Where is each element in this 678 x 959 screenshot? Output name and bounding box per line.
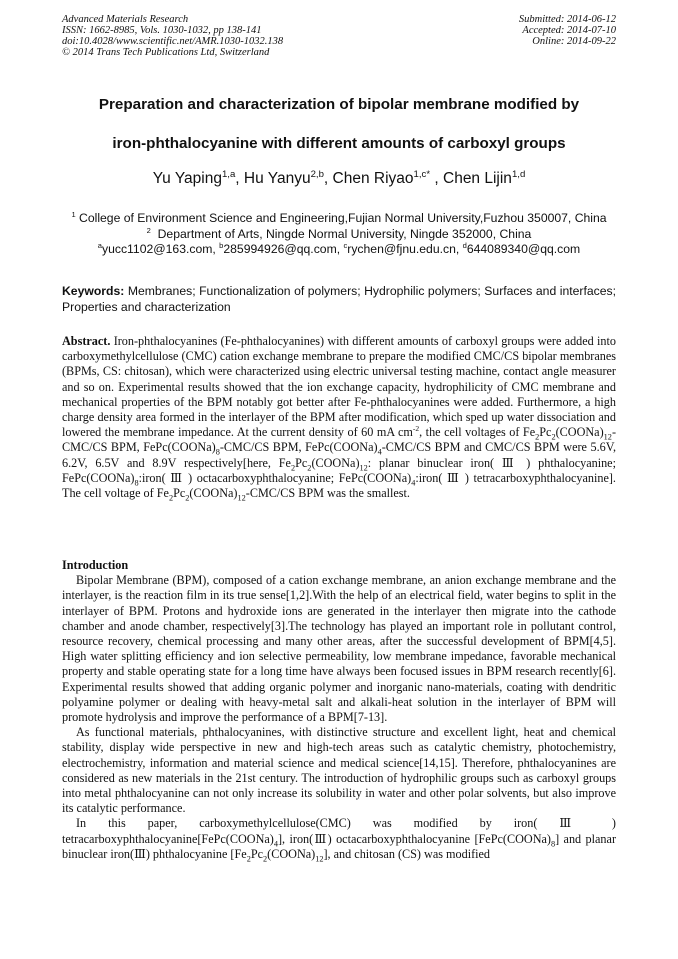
author-affil-mark: 2,b	[310, 168, 324, 180]
keywords-text: Membranes; Functionalization of polymers; Hydrophilic polymers; Surfaces and interfaces; Properties and characterization	[62, 284, 616, 314]
section-heading: Introduction	[62, 558, 129, 572]
abstract-label: Abstract.	[62, 334, 111, 348]
author-name: Hu Yanyu	[243, 170, 311, 187]
affiliation-1: $^1$ College of Environment Science and Engineering,Fujian Normal University,Fuzhou 350007, China	[71, 209, 607, 225]
author-name: Yu Yaping	[152, 170, 222, 187]
issn: ISSN: 1662-8985, Vols. 1030-1032, pp 138-141	[62, 25, 262, 36]
publication-dates	[519, 14, 616, 47]
author-affil-mark: 1,a	[221, 168, 236, 180]
author-emails: $^a$yucc1102@163.com, $^b$285994926@qq.com, $^c$rychen@fjnu.edu.cn, $^d$644089340@qq.com	[97, 240, 581, 256]
online-date: Online: 2014-09-22	[532, 36, 616, 47]
email-link[interactable]: 644089340@qq.com	[466, 242, 581, 256]
paragraph: As functional materials, phthalocyanines, with distinctive structure and excellent light, heat and chemical stability, display wide perspective in new and high-tech areas such as catalytic chemistry, photochemistry, electrochemistry, information and material science and medical science[14,15]. Therefore, phthalocyanines are considered as new materials in the 21st century. The introduction of hydrophilic groups such as carboxyl groups into metal phthalocyanine can not only increase its solubility in water and other polar solvents, but also improve its catalytic performance.	[62, 725, 616, 816]
author-name: Chen Lijin	[443, 170, 512, 187]
keywords	[62, 283, 616, 315]
affiliations	[62, 211, 616, 258]
doi: doi:10.4028/www.scientific.net/AMR.1030-1032.138	[62, 36, 284, 47]
copyright: © 2014 Trans Tech Publications Ltd, Switzerland	[62, 47, 270, 58]
title-line-1: Preparation and characterization of bipolar membrane modified by	[98, 96, 580, 113]
keywords-label: Keywords:	[62, 284, 125, 298]
abstract: Abstract. Iron-phthalocyanines (Fe-phthalocyanines) with different amounts of carboxyl groups were added into carboxymethylcellulose (CMC) cation exchange membrane to prepare the modified CMC/CS bipolar membranes (BPMs, CS: chitosan), which were characterized using electric universal testing machine, contact angle measurer and so on. Experimental results showed that the ion exchange capacity, hydrophilicity of CMC membrane and mechanical properties of the BPM notably got better after Fe-phthalocyanines were added. Furthermore, a high charge density area formed in the interlayer of the BPM after modification, which sped up water dissociation and lowered the membrane impedance. At the current density of 60 mA $cm^{-2}$, the cell voltages of $Fe_2Pc_2(COONa)_{12}-CMC/CS$ BPM, $FePc(COONa)_8-CMC/CS$ BPM, $FePc(COONa)_4-CMC/CS$ BPM and CMC/CS BPM were 5.6V, 6.2V, 6.5V and 8.9V respectively[here, $Fe_2Pc_2(COONa)_{12}$: planar binuclear iron( Ⅲ ) phthalocyanine; $FePc(COONa)_8:iron$( Ⅲ ) octacarboxyphthalocyanine; $FePc(COONa)_4:iron$( Ⅲ ) tetracarboxyphthalocyanine]. The cell voltage of $Fe_2Pc_2(COONa)_{12}-CMC/CS$ BPM was the smallest.	[62, 334, 616, 503]
author-affil-mark: 1,d	[511, 168, 526, 180]
submitted-date: Submitted: 2014-06-12	[518, 14, 616, 25]
author-name: Chen Riyao	[332, 170, 414, 187]
affiliation-2: $^2$ Department of Arts, Ningde Normal University, Ningde 352000, China	[146, 225, 532, 241]
author-list: Yu Yaping$^{1,a}$, Hu Yanyu$^{2,b}$, Chen Riyao$^{1,c*}$ , Chen Lijin$^{1,d}$	[152, 168, 526, 187]
author-affil-mark: 1,c*	[413, 168, 431, 180]
accepted-date: Accepted: 2014-07-10	[522, 25, 616, 36]
journal-info	[62, 14, 283, 58]
journal-name: Advanced Materials Research	[62, 14, 189, 25]
paper-title	[62, 85, 616, 163]
email-link[interactable]: yucc1102@163.com,	[102, 242, 216, 256]
paragraph: Bipolar Membrane (BPM), composed of a cation exchange membrane, an anion exchange membrane and the interlayer, is the reaction film in its true sense[1,2].With the help of an electrical field, water begins to split in the interlayer of BPM. Protons and hydroxide ions are generated in the interlayer then migrate into the cathode chamber and anode chamber, respectively[3].The technology has played an important role in pollutant control, resource recovery, chemical processing and many other areas, after the successful development of BPM[4,5]. High water splitting efficiency and ion selective permeability, low membrane impedance, favorable mechanical property and stable operating state for a long time have always been focused issues in BPM research recently[6]. Experimental results showed that adding organic polymer and inorganic nano-materials, coating with dendritic polyamine polymer or dealing with heavy-metal salt and alkali-heat solution in the interlayer of BPM will promote hydrolysis and improve the performance of a BPM[7-13].	[62, 573, 616, 725]
email-link[interactable]: 285994926@qq.com,	[223, 242, 341, 256]
introduction-section	[62, 558, 616, 862]
email-link[interactable]: rychen@fjnu.edu.cn,	[347, 242, 460, 256]
paragraph: In this paper, carboxymethylcellulose(CMC) was modified by iron( Ⅲ ) $tetracarboxyphthalocyanine[FePc(COONa)_4]$, iron(Ⅲ) octacarboxyphthalocyanine $[FePc(COONa)_8]$ and planar binuclear iron(Ⅲ) phthalocyanine $[Fe_2Pc_2(COONa)_{12}]$, and chitosan (CS) was modified	[62, 816, 616, 864]
title-line-2: iron-phthalocyanine with different amounts of carboxyl groups	[112, 135, 566, 152]
